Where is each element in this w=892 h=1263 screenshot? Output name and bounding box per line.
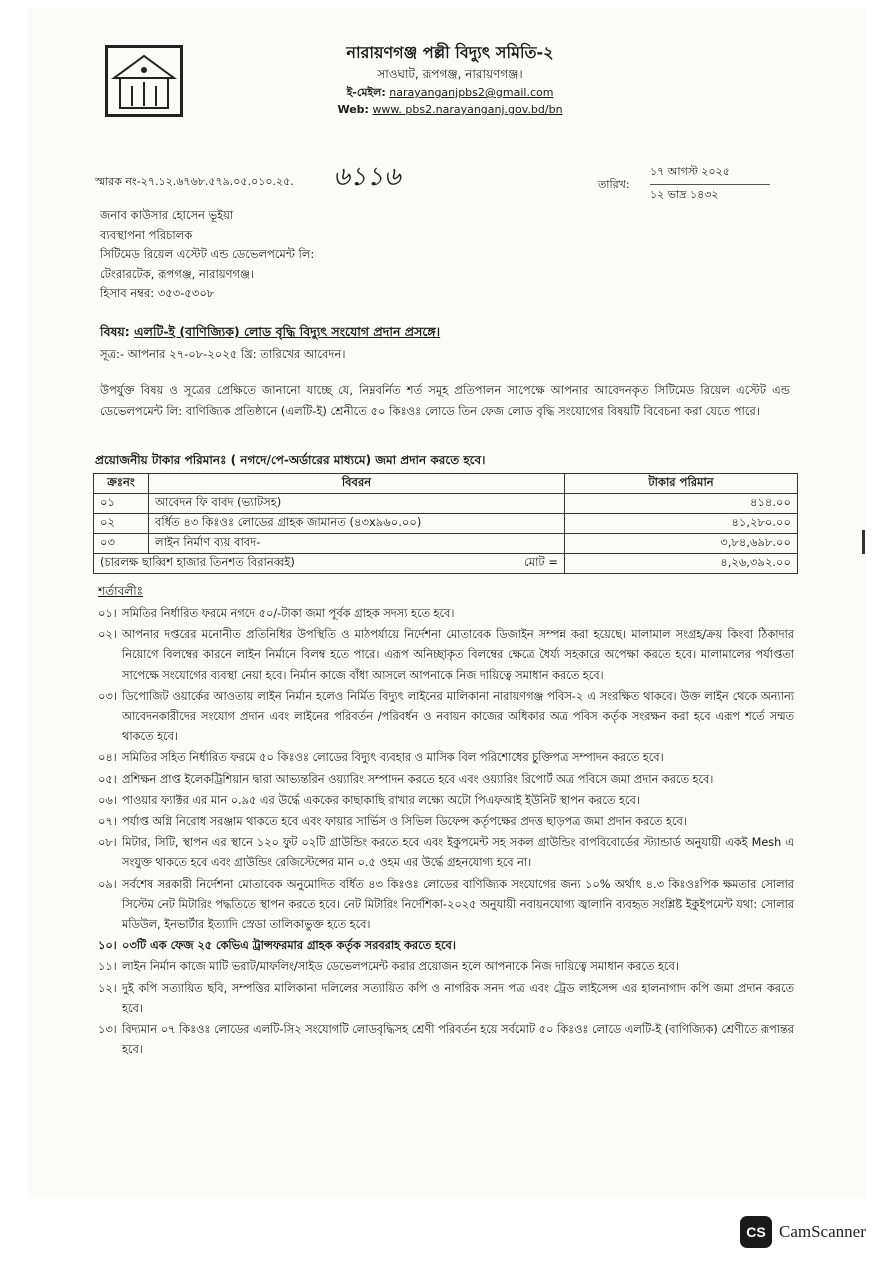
table-row [94,514,798,534]
org-web [320,101,580,118]
total-amount: ৪,২৬,৩৯২.০০ [565,554,798,574]
condition-number: ০৯। [98,877,117,891]
camscanner-logo-icon: CS [740,1216,772,1248]
house-logo-icon [108,48,180,114]
body-paragraph: উপর্যুক্ত বিষয় ও সূত্রের প্রেক্ষিতে জানানো যাচ্ছে যে, নিম্নবর্নিত শর্ত সমূহ প্রতিপালন সাপেক্ষে আপনার আবেদনকৃত সিটিমেড রিয়েল এস্টেট এন্ড ডেভেলপমেন্ট লি: বাণিজ্যিক প্রতিষ্ঠানে (এলটি-ই) শ্রেনীতে ৫০ কিঃওঃ লোডে তিন ফেজ লোড বৃদ্ধি সংযোগের বিষয়টি বিবেচনা করা যেতে পারে। [100,383,790,418]
condition-text: আপনার দপ্তরের মনোনীত প্রতিনিধির উপস্থিতি ও মাঠপর্যায়ে নির্দেশনা মোতাবেক ডিজাইন সম্পন্ন করা হয়েছে। মালামাল সংগ্রহ/ক্রয় কিংবা ঠিকাদার নিয়োগে বিলম্বের কারনে লাইন নির্মানে বিলম্ব হতে পারে। এরূপ অনিচ্ছাকৃত বিলম্বের ক্ষেত্রে ধৈর্য্য সহকারে অপেক্ষা করতে হবে। মালামালের পর্যাপ্ততা সাপেক্ষে সংযোগের ব্যবস্থা নেয়া হবে। নির্মান কাজে বাঁধা আসলে আপনাকে নিজ দায়িত্বে সমাধান করতে হবে। [122,628,794,682]
row-description: আবেদন ফি বাবদ (ভ্যাটসহ) [149,494,565,514]
total-in-words-cell [94,554,565,574]
date-label: তারিখ: [598,178,630,191]
addressee-block [100,206,314,304]
subject-label: বিষয়: [100,324,130,339]
list-item [98,875,794,936]
subject-line [100,324,440,344]
list-item [98,979,794,1019]
row-amount: ৪১,২৮০.০০ [565,514,798,534]
condition-number: ১৩। [98,1023,117,1037]
condition-text: পর্যাপ্ত অগ্নি নিরোধ সরঞ্জাম থাকতে হবে এবং ফায়ার সার্ভিস ও সিভিল ডিফেন্স কর্তৃপক্ষের প্রদত্ত ছাড়পত্র জমা প্রদান করতে হবে। [122,815,687,829]
reference-line: সূত্র:- আপনার ২৭-০৮-২০২৫ খ্রি: তারিখের আবেদন। [100,347,346,361]
col-description: বিবরন [149,474,565,494]
condition-number: ০৩। [98,689,117,703]
email-link[interactable]: narayanganjpbs2@gmail.com [389,86,554,99]
condition-number: ১২। [98,981,117,995]
condition-text: পাওয়ার ফ্যাক্টর এর মান ০.৯৫ এর উর্দ্ধে এককের কাছাকাছি রাখার লক্ষ্যে অটো পিএফআই ইউনিট স্থাপন করতে হবে। [122,793,640,807]
conditions-list [98,604,794,1061]
row-serial: ০১ [94,494,149,514]
condition-text: লাইন নির্মান কাজে মাটি ভরাট/মাফলিং/সাইড ডেভেলপমেন্ট করার প্রয়োজন হলে আপনাকে নিজ দায়িত্বে সমাধান করতে হবে। [122,960,679,974]
condition-number: ০৬। [98,793,117,807]
memo-ref-handwritten: ৬১১৬ [333,162,401,192]
web-link[interactable]: www. pbs2.narayanganj.gov.bd/bn [372,103,563,116]
row-serial: ০৩ [94,534,149,554]
addressee-company: সিটিমেড রিয়েল এস্টেট এন্ড ডেভেলপমেন্ট লি: [100,247,315,261]
addressee-account: হিসাব নম্বর: ৩৫৩-৫৩০৮ [100,286,215,300]
condition-number: ০১। [98,607,117,620]
table-row [94,534,798,554]
conditions-title: শর্তাবলীঃ [98,584,144,598]
condition-number: ০৮। [98,836,117,850]
list-item [98,625,794,686]
email-label: ই-মেইল: [346,86,386,99]
condition-number: ০৭। [98,815,117,829]
condition-text: সর্বশেষ সরকারী নির্দেশনা মোতাবেক অনুমোদিত বর্ধিত ৪৩ কিঃওঃ লোডের বাণিজ্যিক সংযোগের জন্য ১০% অর্থাৎ ৪.৩ কিঃওঃপিক ক্ষমতার সোলার সিস্টেম নেট মিটারিং পদ্ধতিতে স্থাপন করতে হবে। নেট মিটারিং নির্দেশিকা-২০২৫ অনুযায়ী নবায়নযোগ্য জ্বালানি ব্যবহৃত সংশ্লিষ্ট ইকুইপমেন্ট যথা: সোলার মডিউল, ইনভার্টার ইত্যাদি স্রেডা তালিকাভুক্ত হতে হবে। [122,877,794,932]
addressee-name: জনাব কাউসার হোসেন ভূইয়া [100,208,234,222]
total-in-words: (চারলক্ষ ছাব্বিশ হাজার তিনশত বিরানব্বই) [100,555,295,569]
total-row [94,554,798,574]
condition-number: ০৫। [98,772,117,786]
condition-text: ডিপোজিট ওয়ার্কের আওতায় লাইন নির্মান হলেও নির্মিত বিদ্যুৎ লাইনের মালিকানা নারায়ণগঞ্জ পবিস-২ এ সংরক্ষিত থাকবে। উক্ত লাইন থেকে অন্যান্য আবেদনকারীদের সংযোগ প্রদান এবং লাইনের পরিবর্তন /পরিবর্ধন ও নবায়ন কাজের অধিকার অত্র পবিস কর্তৃক সংরক্ষন করা হবে এরূপ শর্তে সম্মত থাকতে হবে। [122,689,794,744]
row-description: লাইন নির্মাণ ব্যয় বাবদ- [149,534,565,554]
condition-text: বিদ্যমান ০৭ কিঃওঃ লোডের এলটি-সি২ সংযোগটি লোডবৃদ্ধিসহ শ্রেণী পরিবর্তন হয়ে সর্বমোট ৫০ কিঃওঃ লোডে এলটি-ই (বাণিজ্যিক) শ্রেণীতে রূপান্তর হবে। [122,1023,794,1057]
addressee-location: টেংরারটেক, রূপগঞ্জ, নারায়ণগঞ্জ। [100,266,255,281]
camscanner-watermark [740,1216,866,1248]
fee-table [93,473,798,574]
list-item [98,687,794,748]
date-english: ১৭ আগস্ট ২০২৫ [650,163,770,185]
letterhead [320,42,580,118]
condition-text: মিটার, সিটি, স্থাপন এর স্থানে ১২০ ফুট ০২টি গ্রাউন্ডিং করতে হবে এবং ইকুপমেন্ট সহ সকল গ্রাউন্ডিং বাপবিবোর্ডের স্ট্যান্ডার্ড অনুযায়ী একই Mesh এ সংযুক্ত থাকতে হবে এবং গ্রাউন্ডিং রেজিস্টেন্সের মান ০.৫ ওহম এর উর্দ্ধে গ্রহনযোগ্য হবে না। [122,836,794,870]
row-amount: ৪১৪.০০ [565,494,798,514]
list-item [98,791,794,811]
list-item [98,833,794,873]
fee-table-title: প্রয়োজনীয় টাকার পরিমানঃ ( নগদে/পে-অর্ডারের মাধ্যমে) জমা প্রদান করতে হবে। [95,453,486,467]
condition-text: সমিতির নির্ধারিত ফরমে নগদে ৫০/-টাকা জমা পূর্বক গ্রাহক সদস্য হতে হবে। [122,607,455,620]
org-address: সাওঘাট, রূপগঞ্জ, নারায়ণগঞ্জ। [377,67,523,81]
subject-text: এলটি-ই (বাণিজ্যিক) লোড বৃদ্ধি বিদ্যুৎ সংযোগ প্রদান প্রসঙ্গে। [134,324,441,339]
condition-number: ১১। [98,960,117,974]
condition-text: দুই কপি সত্যায়িত ছবি, সম্পত্তির মালিকানা দলিলের সত্যায়িত কপি ও নাগরিক সনদ পত্র এবং ট্রেড লাইসেন্স এর হালনাগাদ কপি জমা প্রদান করতে হবে। [122,981,794,1015]
row-serial: ০২ [94,514,149,534]
camscanner-label: CamScanner [779,1222,866,1241]
total-label: মোট = [524,555,558,569]
org-email [320,84,580,101]
row-description: বর্ধিত ৪৩ কিঃওঃ লোডের গ্রাহক জামানত (৪৩x৯৬০.০০) [149,514,565,534]
condition-number: ০৪। [98,751,117,765]
list-item [98,957,794,977]
row-amount: ৩,৮৪,৬৯৮.০০ [565,534,798,554]
pbs-logo [105,45,183,117]
list-item [98,770,794,790]
web-label: Web: [337,103,369,116]
list-item [98,604,794,624]
table-row [94,494,798,514]
condition-text: ০৩টি এক ফেজ ২৫ কেভিএ ট্রান্সফরমার গ্রাহক কর্তৃক সরবরাহ করতে হবে। [122,939,456,953]
memo-ref: স্মারক নং-২৭.১২.৬৭৬৮.৫৭৯.০৫.০১০.২৫. [95,175,294,188]
fee-table-header [94,474,798,494]
scan-edge-mark [862,530,865,554]
col-amount: টাকার পরিমান [565,474,798,494]
condition-number: ১০। [98,939,117,953]
list-item [98,936,794,956]
condition-text: প্রশিক্ষন প্রাপ্ত ইলেকট্রিশিয়ান দ্বারা আভ্যন্তরিন ওয়্যারিং সম্পাদন করতে হবে এবং ওয়্যারিং রিপোর্ট অত্র পবিসে জমা প্রদান করতে হবে। [122,772,714,786]
list-item [98,1020,794,1060]
condition-number: ০২। [98,628,117,642]
condition-text: সমিতির সহিত নির্ধারিত ফরমে ৫০ কিঃওঃ লোডের বিদ্যুৎ ব্যবহার ও মাসিক বিল পরিশোধের চুক্তিপত্র সম্পাদন করতে হবে। [122,751,664,765]
list-item [98,748,794,768]
col-serial: ক্রঃনং [94,474,149,494]
org-name: নারায়ণগঞ্জ পল্লী বিদ্যুৎ সমিতি-২ [346,43,554,62]
addressee-designation: ব্যবস্থাপনা পরিচালক [100,227,193,242]
date-bangla: ১২ ভাদ্র ১৪৩২ [650,188,719,201]
list-item [98,812,794,832]
